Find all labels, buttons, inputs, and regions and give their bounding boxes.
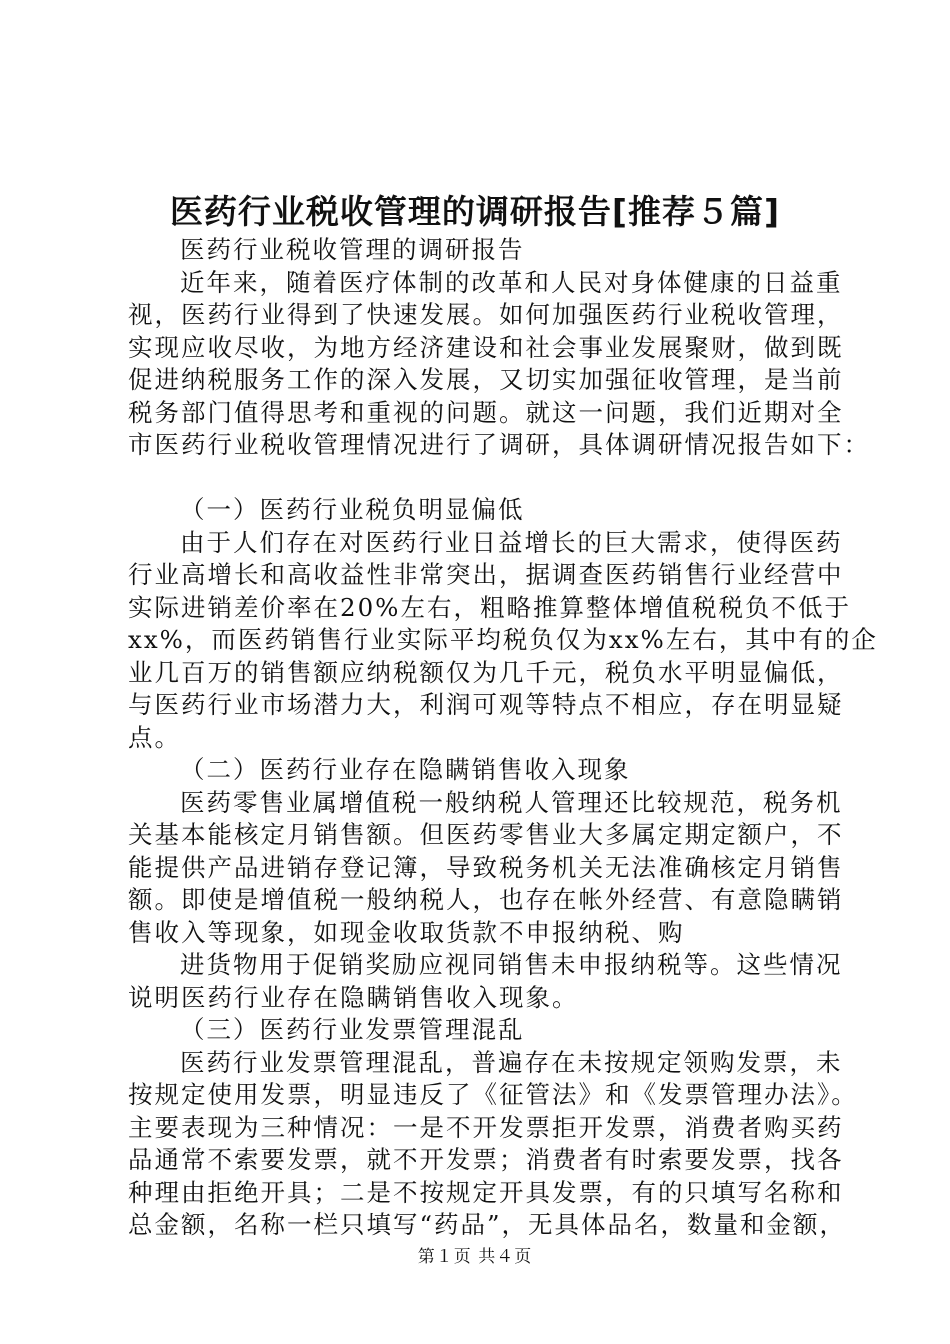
body-line: 主要表现为三种情况：一是不开发票拒开发票，消费者购买药 xyxy=(128,1112,844,1142)
body-line: 医药行业税收管理的调研报告 xyxy=(180,235,525,264)
body-line: 业几百万的销售额应纳税额仅为几千元，税负水平明显偏低， xyxy=(128,657,844,687)
body-line: 行业高增长和高收益性非常突出，据调查医药销售行业经营中 xyxy=(128,560,844,589)
body-line: 额。即使是增值税一般纳税人，也存在帐外经营、有意隐瞒销 xyxy=(128,885,844,914)
body-line: 按规定使用发票，明显违反了《征管法》和《发票管理办法》。 xyxy=(128,1080,858,1109)
body-line: 促进纳税服务工作的深入发展，又切实加强征收管理，是当前 xyxy=(128,365,844,394)
body-line: 实际进销差价率在20%左右，粗略推算整体增值税税负不低于 xyxy=(128,592,851,622)
body-line: 由于人们存在对医药行业日益增长的巨大需求，使得医药 xyxy=(180,527,843,557)
section-heading: （三）医药行业发票管理混乱 xyxy=(180,1015,525,1044)
body-line: 售收入等现象，如现金收取货款不申报纳税、购 xyxy=(128,917,685,947)
body-line: 与医药行业市场潜力大，利润可观等特点不相应，存在明显疑 xyxy=(128,690,844,719)
document-title: 医药行业税收管理的调研报告[推荐５篇] xyxy=(169,192,781,231)
section-heading: （一）医药行业税负明显偏低 xyxy=(180,495,525,524)
body-line: xx%，而医药销售行业实际平均税负仅为xx%左右，其中有的企 xyxy=(128,625,878,654)
body-line: 进货物用于促销奖励应视同销售未申报纳税等。这些情况 xyxy=(180,950,843,979)
body-line: 实现应收尽收，为地方经济建设和社会事业发展聚财，做到既 xyxy=(128,332,844,362)
paragraph-gap xyxy=(128,462,828,495)
body-line: 税务部门值得思考和重视的问题。就这一问题，我们近期对全 xyxy=(128,397,844,427)
body-line: 说明医药行业存在隐瞒销售收入现象。 xyxy=(128,982,579,1012)
body-line: 市医药行业税收管理情况进行了调研，具体调研情况报告如下： xyxy=(128,430,870,459)
body-line: 总金额，名称一栏只填写“药品”，无具体品名，数量和金额， xyxy=(128,1210,847,1239)
body-line: 关基本能核定月销售额。但医药零售业大多属定期定额户，不 xyxy=(128,820,844,849)
body-line: 种理由拒绝开具；二是不按规定开具发票，有的只填写名称和 xyxy=(128,1177,844,1207)
body-line: 点。 xyxy=(128,722,181,752)
body-line: 医药行业发票管理混乱，普遍存在未按规定领购发票，未 xyxy=(180,1047,843,1077)
body-line: 近年来，随着医疗体制的改革和人民对身体健康的日益重 xyxy=(180,267,843,297)
document-body xyxy=(128,234,878,1242)
page-footer: 第１页 共４页 xyxy=(417,1247,533,1267)
body-line: 医药零售业属增值税一般纳税人管理还比较规范，税务机 xyxy=(180,787,843,817)
body-line: 视，医药行业得到了快速发展。如何加强医药行业税收管理， xyxy=(128,300,844,329)
section-heading: （二）医药行业存在隐瞒销售收入现象 xyxy=(180,755,631,784)
body-line: 品通常不索要发票，就不开发票；消费者有时索要发票，找各 xyxy=(128,1145,844,1174)
body-line: 能提供产品进销存登记簿，导致税务机关无法准确核定月销售 xyxy=(128,852,844,882)
